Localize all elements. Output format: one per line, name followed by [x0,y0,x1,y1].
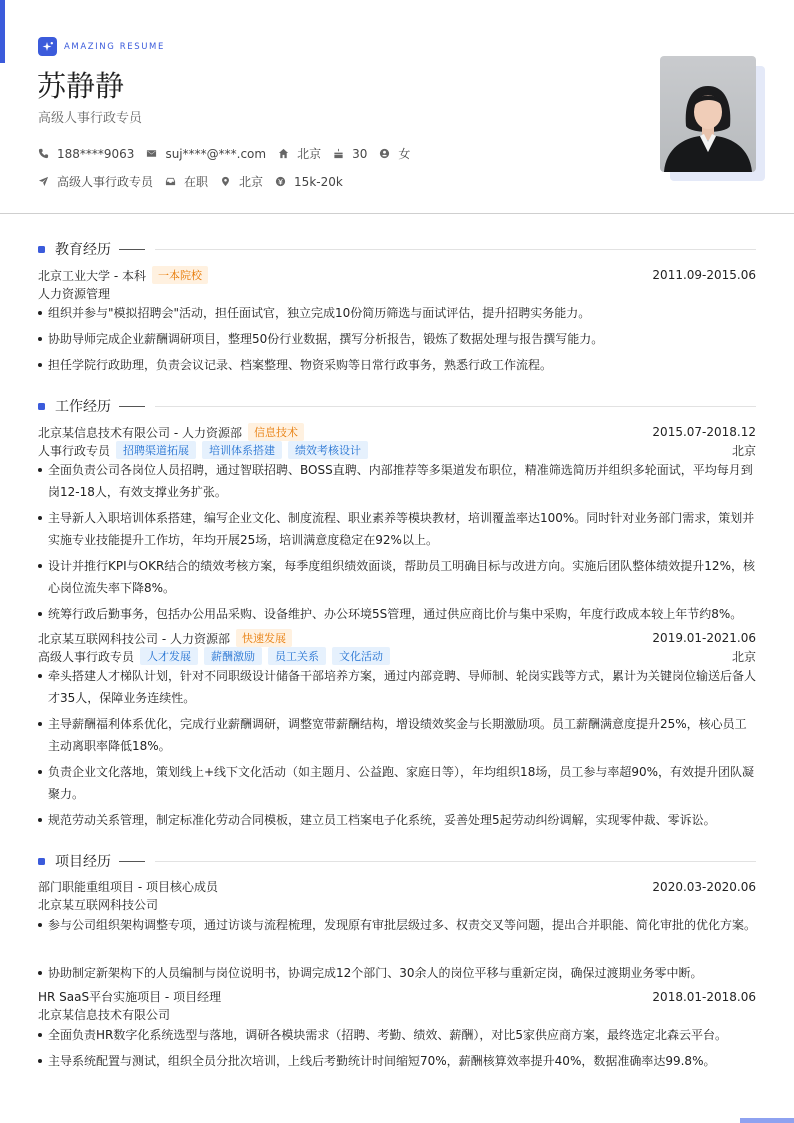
section-education-label: 教育经历 [55,242,111,258]
education-major: 人力资源管理 [38,287,111,301]
candidate-title: 高级人事行政专员 [38,111,143,126]
education-header [38,266,756,284]
section-projects [38,851,756,871]
project-company-row [38,896,756,913]
header-divider [0,213,794,214]
section-dash [119,249,145,250]
project-bullet: 主导系统配置与测试，组织全员分批次培训，上线后考勤统计时间缩短70%，薪酬核算效率提升40%，数据准确率达99.8%。 [38,1050,756,1072]
job-role: 高级人事行政专员 [38,649,135,664]
job-bullet: 牵头搭建人才梯队计划，针对不同职级设计储备干部培养方案，通过内部竞聘、导师制、轮岗实践等方式，累计为关键岗位输送后备人才35人，保障业务连续性。 [38,665,756,709]
skill-tag: 员工关系 [268,647,326,665]
job-period: 2015.07-2018.12 [652,425,756,439]
home-icon [278,148,289,159]
job-header [38,423,756,441]
job-bullet: 主导新人入职培训体系搭建，编写企业文化、制度流程、职业素养等模块教材，培训覆盖率达100%。同时针对业务部门需求，策划并实施专业技能提升工作坊，年均开展25场，培训满意度稳定在92%以上。 [38,507,756,551]
job-company: 北京某信息技术有限公司 - 人力资源部 [38,425,242,440]
sparkle-icon [38,37,57,56]
skill-tag: 培训体系搭建 [202,441,282,459]
school-tag: 一本院校 [152,266,208,284]
skill-tag: 文化活动 [332,647,390,665]
job-role-row [38,441,756,459]
section-work [38,396,756,416]
skill-tag: 绩效考核设计 [288,441,368,459]
section-line [155,249,756,250]
job-role: 人事行政专员 [38,443,111,458]
email-item [146,147,266,161]
status-value: 在职 [184,175,209,189]
job-tag: 快速发展 [236,629,292,647]
job-period: 2019.01-2021.06 [652,631,756,645]
job-bullet: 统筹行政后勤事务，包括办公用品采购、设备维护、办公环境5S管理，通过供应商比价与集中采购，年度行政成本较上年节约8%。 [38,603,756,625]
brand-text: AMAZING RESUME [64,41,165,52]
mail-icon [146,148,157,159]
age-item [333,147,367,161]
section-dash [119,861,145,862]
money-icon [275,176,286,187]
education-bullet: 组织并参与"模拟招聘会"活动，担任面试官，独立完成10份简历筛选与面试评估，提升招聘实务能力。 [38,302,756,324]
section-education [38,239,756,259]
education-bullet: 协助导师完成企业薪酬调研项目，整理50份行业数据，撰写分析报告，锻炼了数据处理与报告撰写能力。 [38,328,756,350]
project-company-row [38,1006,756,1023]
section-projects-label: 项目经历 [55,854,111,870]
target-position-value: 高级人事行政专员 [57,175,154,189]
status-item [165,173,208,190]
city-value: 北京 [297,147,322,161]
job-role-row [38,647,756,665]
job-company: 北京某互联网科技公司 - 人力资源部 [38,631,230,646]
gender-value: 女 [398,147,411,161]
project-bullet: 全面负责HR数字化系统选型与落地，调研各模块需求（招聘、考勤、绩效、薪酬），对比5家供应商方案，最终选定北森云平台。 [38,1024,756,1046]
send-icon [38,176,49,187]
brand [38,37,165,56]
section-line [155,861,756,862]
school-name: 北京工业大学 - 本科 [38,268,146,283]
job-bullet: 全面负责公司各岗位人员招聘，通过智联招聘、BOSS直聘、内部推荐等多渠道发布职位，精准筛选简历并组织多轮面试，平均每月到岗12-18人，有效支撑业务扩张。 [38,459,756,503]
age-value: 30 [352,146,368,161]
skill-tag: 招聘渠道拓展 [116,441,196,459]
section-dot [38,858,45,865]
project-header [38,878,756,895]
project-bullet: 协助制定新架构下的人员编制与岗位说明书，协调完成12个部门、30余人的岗位平移与重新定岗，确保过渡期业务零中断。 [38,962,756,984]
job-tag: 信息技术 [248,423,304,441]
education-major-row [38,285,756,302]
phone-value: 188****9063 [57,146,135,161]
job-bullet: 主导薪酬福利体系优化，完成行业薪酬调研，调整宽带薪酬结构，增设绩效奖金与长期激励项。员工薪酬满意度提升25%，核心员工主动离职率降低18%。 [38,713,756,757]
job-intent-row [38,173,355,190]
phone-icon [38,148,49,159]
avatar [660,56,756,172]
salary-value: 15k-20k [294,174,343,189]
email-value: suj****@***.com [165,146,267,161]
project-company: 北京某信息技术有限公司 [38,1008,171,1022]
phone-item [38,147,134,161]
bottom-accent-bar [740,1118,794,1123]
project-name: HR SaaS平台实施项目 - 项目经理 [38,990,222,1004]
project-company: 北京某互联网科技公司 [38,898,159,912]
skill-tag: 薪酬激励 [204,647,262,665]
cake-icon [333,148,344,159]
salary-item [275,175,343,189]
job-bullet: 设计并推行KPI与OKR结合的绩效考核方案，每季度组织绩效面谈，帮助员工明确目标与改进方向。实施后团队整体绩效提升12%，核心岗位流失率下降8%。 [38,555,756,599]
gender-item [379,145,410,162]
project-header [38,988,756,1005]
inbox-icon [165,176,176,187]
section-dot [38,403,45,410]
section-line [155,406,756,407]
project-name: 部门职能重组项目 - 项目核心成员 [38,880,218,894]
target-city-item [220,173,263,190]
project-bullet: 参与公司组织架构调整专项，通过访谈与流程梳理，发现原有审批层级过多、权责交叉等问题，提出合并职能、简化审批的优化方案。 [38,914,756,936]
city-item [278,145,321,162]
section-dash [119,406,145,407]
section-dot [38,246,45,253]
contact-row [38,145,422,162]
project-period: 2018.01-2018.06 [652,989,756,1004]
job-bullet: 规范劳动关系管理，制定标准化劳动合同模板，建立员工档案电子化系统，妥善处理5起劳动纠纷调解，实现零仲裁、零诉讼。 [38,809,756,831]
skill-tag: 人才发展 [140,647,198,665]
section-work-label: 工作经历 [55,399,111,415]
education-period: 2011.09-2015.06 [652,268,756,282]
location-pin-icon [220,176,231,187]
project-period: 2020.03-2020.06 [652,879,756,894]
job-city: 北京 [731,443,756,458]
job-header [38,629,756,647]
user-circle-icon [379,148,390,159]
candidate-name: 苏静静 [37,69,125,103]
job-city: 北京 [731,649,756,664]
accent-bar [0,0,5,63]
job-bullet: 负责企业文化落地，策划线上+线下文化活动（如主题月、公益跑、家庭日等），年均组织18场，员工参与率超90%，有效提升团队凝聚力。 [38,761,756,805]
education-bullet: 担任学院行政助理，负责会议记录、档案整理、物资采购等日常行政事务，熟悉行政工作流程。 [38,354,756,376]
target-position-item [38,173,153,190]
target-city-value: 北京 [239,175,264,189]
